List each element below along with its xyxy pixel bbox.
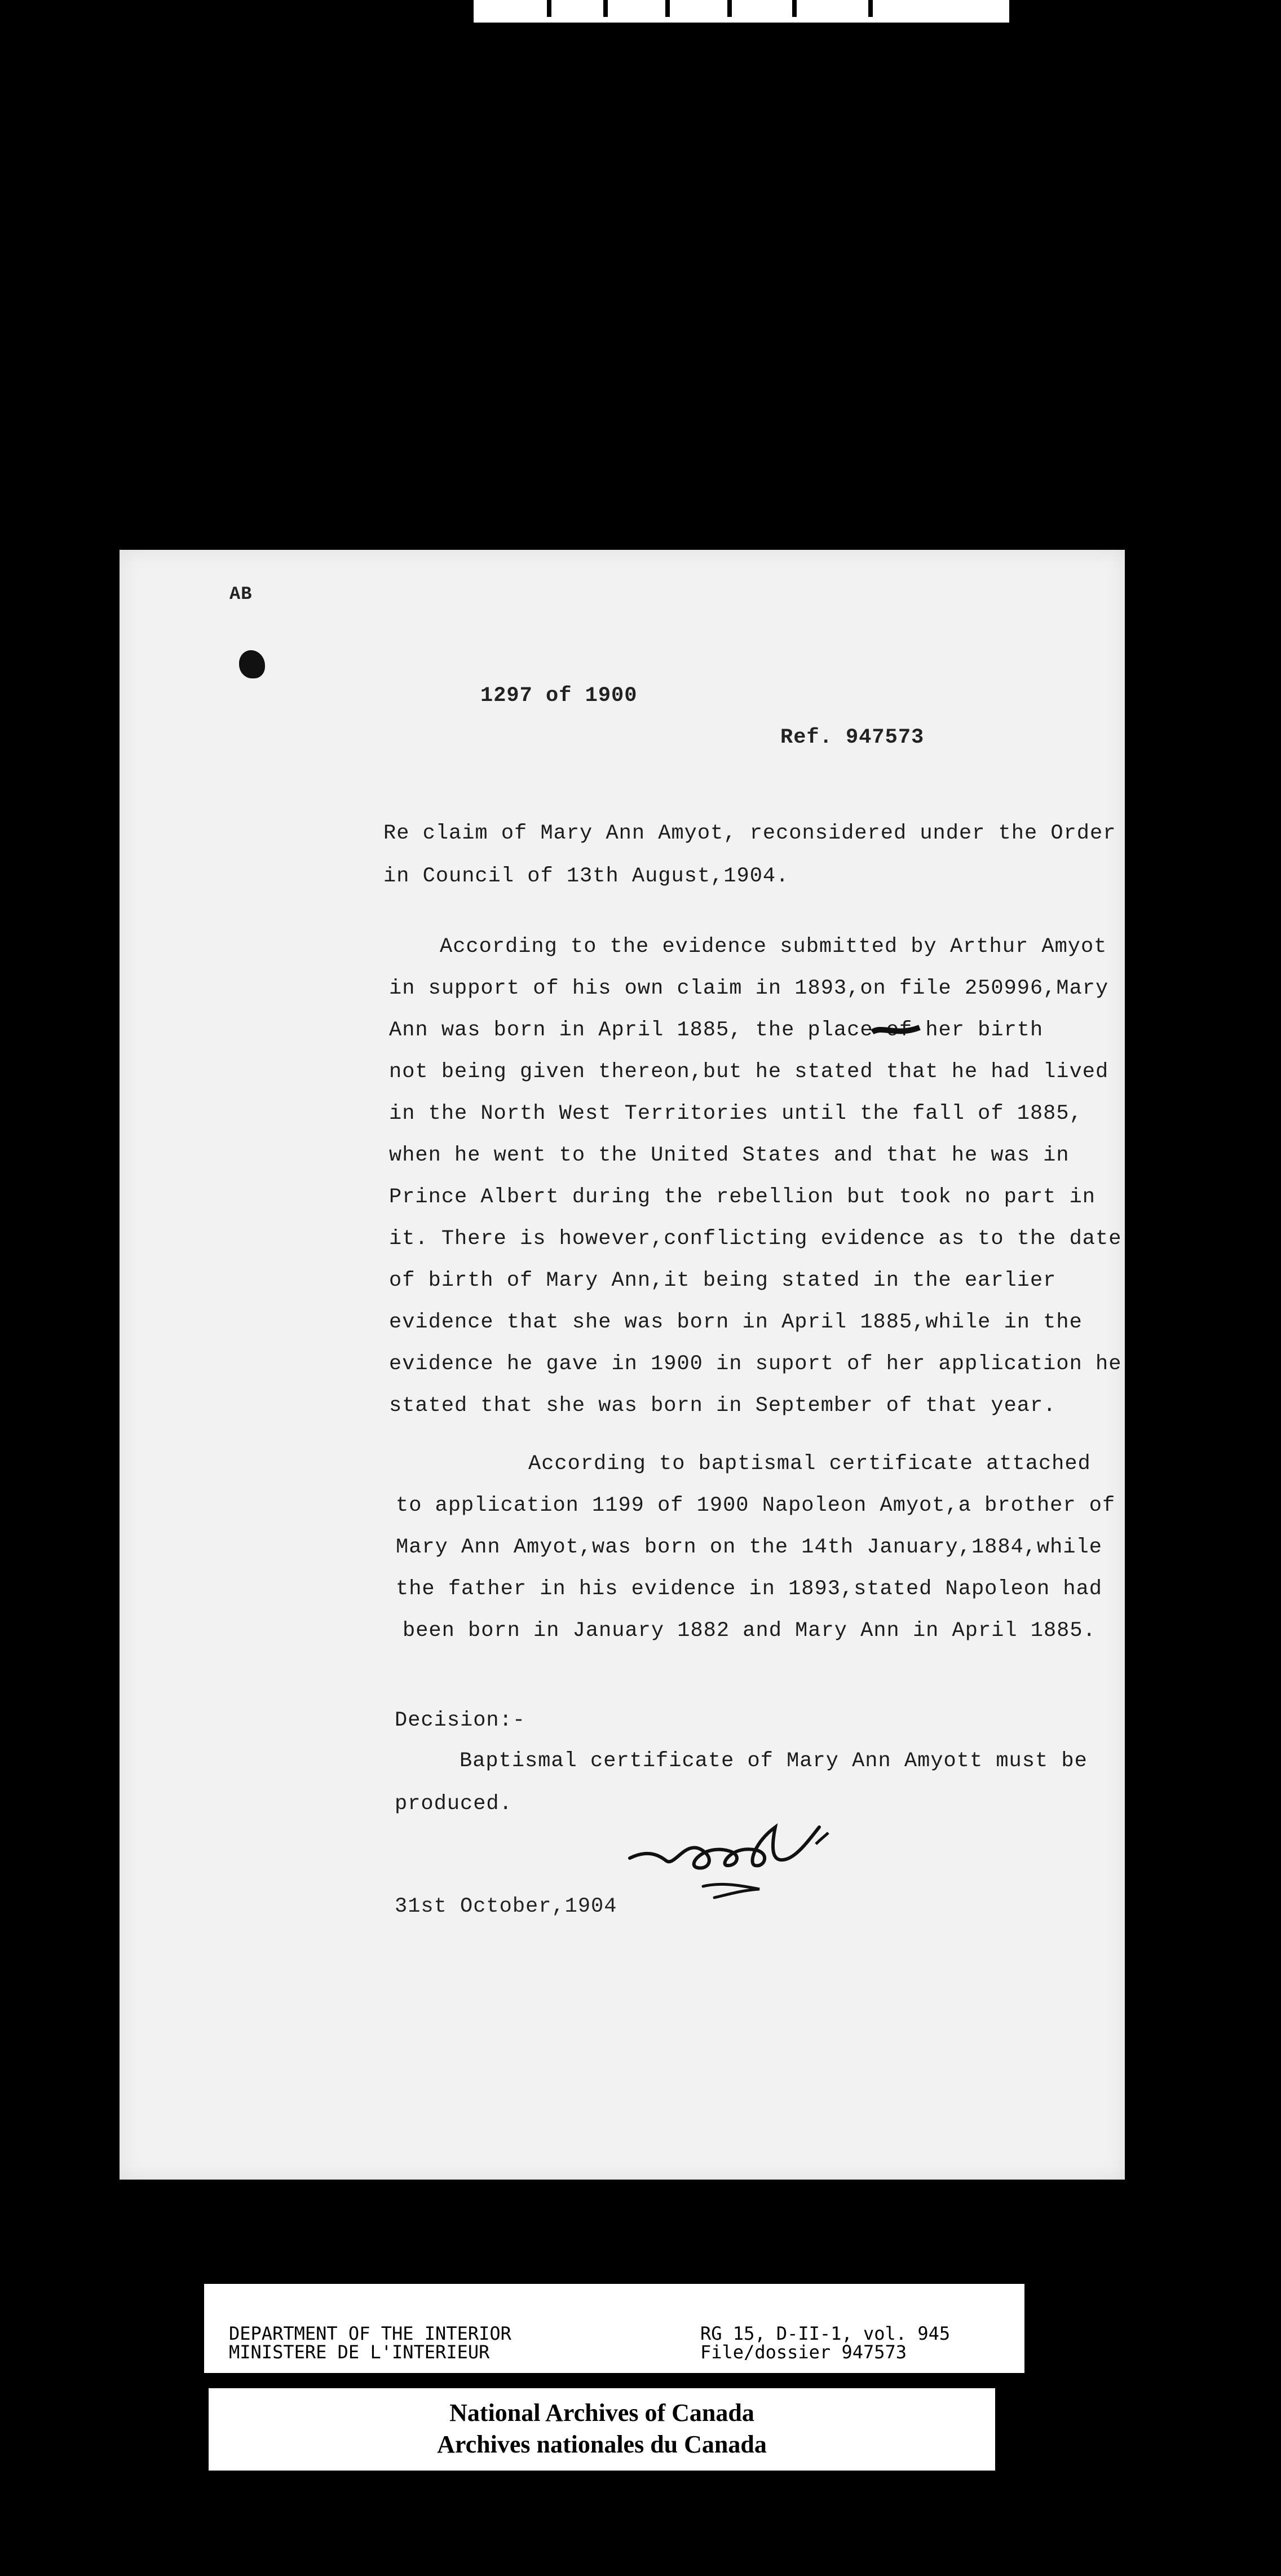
archives-label xyxy=(209,2388,995,2471)
paragraph-line: not being given thereon,but he stated that he had lived xyxy=(389,1060,1109,1084)
paragraph-line: evidence that she was born in April 1885,while in the xyxy=(389,1311,1083,1334)
decision-line: Baptismal certificate of Mary Ann Amyott must be xyxy=(460,1749,1088,1773)
ink-blot xyxy=(239,650,265,678)
paragraph-line: of birth of Mary Ann,it being stated in the earlier xyxy=(389,1269,1057,1293)
film-ruler-marks xyxy=(536,0,885,17)
department-name-en: DEPARTMENT OF THE INTERIOR xyxy=(229,2323,511,2344)
top-film-strip xyxy=(474,0,1009,23)
paragraph-line: Ann was born in April 1885, the place of her birth xyxy=(389,1018,1044,1042)
decision-line: produced. xyxy=(395,1792,513,1816)
paragraph-line: Mary Ann Amyot,was born on the 14th January,1884,while xyxy=(396,1536,1102,1559)
subject-line: Re claim of Mary Ann Amyot, reconsidered under the Order xyxy=(383,822,1116,845)
reference-number: Ref. 947573 xyxy=(780,726,925,749)
paragraph-line: According to baptismal certificate attached xyxy=(528,1452,1091,1476)
paragraph-line: the father in his evidence in 1893,stated Napoleon had xyxy=(396,1577,1102,1601)
department-name xyxy=(229,2324,511,2362)
handwritten-signature xyxy=(624,1805,985,1923)
page-tag: AB xyxy=(229,584,253,605)
strikeout-mark xyxy=(871,1020,922,1042)
paragraph-line: been born in January 1882 and Mary Ann in April 1885. xyxy=(403,1619,1096,1643)
paragraph-line: evidence he gave in 1900 in suport of her application he xyxy=(389,1352,1122,1376)
decision-heading: Decision:- xyxy=(395,1709,526,1732)
paragraph-line: when he went to the United States and that he was in xyxy=(389,1144,1070,1167)
paragraph-line: it. There is however,conflicting evidence as to the date xyxy=(389,1227,1122,1251)
document-date: 31st October,1904 xyxy=(395,1895,617,1918)
archives-name-en: National Archives of Canada xyxy=(449,2399,754,2427)
paragraph-line: Prince Albert during the rebellion but took no part in xyxy=(389,1185,1096,1209)
paragraph-line: According to the evidence submitted by Arthur Amyot xyxy=(440,935,1107,959)
paragraph-line: in support of his own claim in 1893,on file 250996,Mary xyxy=(389,977,1109,1000)
department-name-fr: MINISTERE DE L'INTERIEUR xyxy=(229,2341,490,2363)
subject-line: in Council of 13th August,1904. xyxy=(383,864,789,888)
document-number: 1297 of 1900 xyxy=(480,684,638,708)
record-group: RG 15, D-II-1, vol. 945 xyxy=(700,2323,951,2344)
paragraph-line: to application 1199 of 1900 Napoleon Amyot,a brother of xyxy=(396,1494,1116,1518)
file-reference xyxy=(700,2324,950,2362)
document-page xyxy=(120,550,1125,2180)
file-number: File/dossier 947573 xyxy=(700,2341,907,2363)
archive-reference-label xyxy=(204,2284,1024,2373)
paragraph-line: stated that she was born in September of that year. xyxy=(389,1394,1057,1418)
paragraph-line: in the North West Territories until the fall of 1885, xyxy=(389,1102,1083,1126)
archives-name-fr: Archives nationales du Canada xyxy=(437,2431,767,2458)
